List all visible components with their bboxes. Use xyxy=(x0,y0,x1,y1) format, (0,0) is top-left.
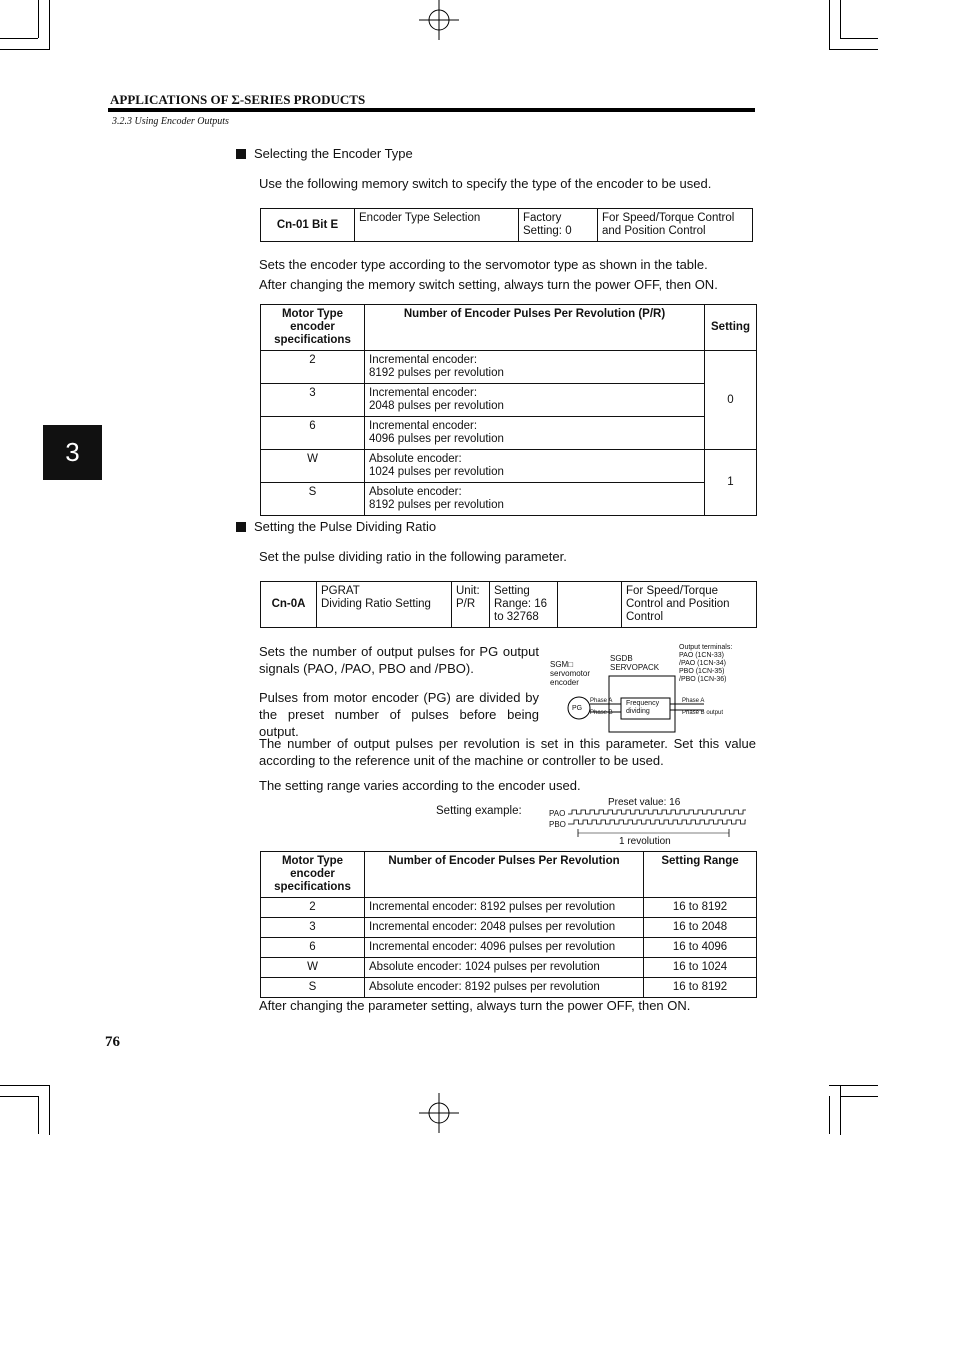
table-cell: 16 to 1024 xyxy=(644,958,757,978)
label-line: /PAO (1CN-34) xyxy=(679,660,726,667)
cell-line: to 32768 xyxy=(494,611,539,623)
label-line: /PBO (1CN-36) xyxy=(679,676,727,683)
diagram-label xyxy=(626,700,659,716)
section-heading xyxy=(236,518,436,535)
square-bullet-icon xyxy=(236,149,246,159)
cell-line: For Speed/Torque xyxy=(626,585,719,597)
factory-setting xyxy=(519,209,598,242)
paragraph: Sets the encoder type according to the servomotor type as shown in the table. xyxy=(259,257,708,272)
paragraph: The setting range varies according to the encoder used. xyxy=(259,778,581,793)
table-cell: 16 to 8192 xyxy=(644,898,757,918)
table-cell: 3 xyxy=(261,918,365,938)
cell-line: Range: 16 xyxy=(494,598,548,610)
paragraph: The number of output pulses per revolution is set in this parameter. Set this value according to the reference unit of the machine or controller to be used. xyxy=(259,736,756,768)
table-cell: Incremental encoder: 8192 pulses per revolution xyxy=(365,898,644,918)
crop-mark xyxy=(840,1096,878,1097)
cell-line: Absolute encoder: xyxy=(369,486,462,498)
cell-line: 8192 pulses per revolution xyxy=(369,499,504,511)
label-line: Output terminals: xyxy=(679,644,733,651)
diagram-label xyxy=(679,644,732,684)
label-line: SERVOPACK xyxy=(610,663,660,672)
table-cell: 16 to 4096 xyxy=(644,938,757,958)
pg-output-diagram xyxy=(548,644,758,736)
cell-line: 1024 pulses per revolution xyxy=(369,466,504,478)
page-number: 76 xyxy=(105,1034,120,1050)
crop-mark xyxy=(829,1096,830,1134)
crop-mark xyxy=(38,0,39,38)
column-header: Number of Encoder Pulses Per Revolution (P/R) xyxy=(365,305,705,351)
example-label: Setting example: xyxy=(436,805,522,817)
table-cell: 16 to 2048 xyxy=(644,918,757,938)
column-header: Motor Type encoder specifications xyxy=(261,852,365,898)
registration-mark xyxy=(419,1093,459,1133)
crop-mark xyxy=(840,0,841,38)
diagram-label xyxy=(610,654,659,672)
column-header: Motor Type encoder specifications xyxy=(261,305,365,351)
cell-line: Dividing Ratio Setting xyxy=(321,598,431,610)
cell-line: Unit: xyxy=(456,585,480,597)
table-cell: Absolute encoder: 1024 pulses per revolution xyxy=(365,958,644,978)
table-cell: 6 xyxy=(261,417,365,450)
table-cell: 6 xyxy=(261,938,365,958)
diagram-label: Phase B output xyxy=(682,710,724,716)
crop-mark xyxy=(829,49,878,50)
preset-label: Preset value: 16 xyxy=(608,797,681,808)
cell-line: Incremental encoder: xyxy=(369,420,478,432)
heading-text: Setting the Pulse Dividing Ratio xyxy=(254,519,437,534)
switch-description: Encoder Type Selection xyxy=(355,209,519,242)
diagram-label xyxy=(550,660,590,687)
cell-line: PGRAT xyxy=(321,585,360,597)
table-cell: Incremental encoder: 2048 pulses per revolution xyxy=(365,918,644,938)
cell-line: Setting xyxy=(494,585,530,597)
revolution-label: 1 revolution xyxy=(619,836,671,847)
cell-line: 2048 pulses per revolution xyxy=(369,400,504,412)
encoder-type-table xyxy=(260,304,757,516)
table-cell: 2 xyxy=(261,898,365,918)
table-cell xyxy=(365,417,705,450)
label-line: servomotor xyxy=(550,669,591,678)
factory-line: Factory xyxy=(523,212,562,224)
crop-mark xyxy=(840,38,878,39)
paragraph: Sets the number of output pulses for PG output signals (PAO, /PAO, PBO and /PBO). xyxy=(259,644,539,676)
cell-line: Control xyxy=(626,611,664,623)
memory-switch-table xyxy=(260,208,753,242)
paragraph: Use the following memory switch to specify the type of the encoder to be used. xyxy=(259,176,712,191)
paragraph: After changing the parameter setting, always turn the power OFF, then ON. xyxy=(259,998,691,1013)
square-bullet-icon xyxy=(236,522,246,532)
cell-line: Absolute encoder: xyxy=(369,453,462,465)
setting-range-table xyxy=(260,851,757,998)
label-line: SGDB xyxy=(610,654,633,663)
param-range xyxy=(490,582,558,628)
param-applies xyxy=(622,582,757,628)
table-cell xyxy=(365,384,705,417)
column-header: Setting Range xyxy=(644,852,757,898)
table-cell: W xyxy=(261,958,365,978)
diagram-label: Phase B xyxy=(590,710,613,716)
pulse-waveform xyxy=(568,808,750,838)
crop-mark xyxy=(0,49,50,50)
table-cell: Absolute encoder: 8192 pulses per revolution xyxy=(365,978,644,998)
column-header: Setting xyxy=(705,305,757,351)
table-cell: 3 xyxy=(261,384,365,417)
crop-mark xyxy=(49,0,50,50)
subsection-label: 3.2.3 Using Encoder Outputs xyxy=(112,116,229,127)
table-cell xyxy=(365,351,705,384)
parameter-table xyxy=(260,581,757,628)
crop-mark xyxy=(829,0,830,50)
paragraph: After changing the memory switch setting, always turn the power OFF, then ON. xyxy=(259,277,718,292)
setting-cell: 1 xyxy=(705,450,757,516)
table-cell: S xyxy=(261,483,365,516)
table-cell: 16 to 8192 xyxy=(644,978,757,998)
crop-mark xyxy=(840,1085,841,1135)
param-description xyxy=(317,582,452,628)
section-heading xyxy=(236,145,413,162)
switch-name: Cn-01 Bit E xyxy=(261,209,355,242)
label-line: SGM□ xyxy=(550,660,574,669)
empty-cell xyxy=(558,582,622,628)
crop-mark xyxy=(0,1085,50,1086)
cell-line: Incremental encoder: xyxy=(369,354,478,366)
param-name: Cn-0A xyxy=(261,582,317,628)
applies-line: and Position Control xyxy=(602,225,706,237)
paragraph: Set the pulse dividing ratio in the following parameter. xyxy=(259,549,567,564)
table-cell: 2 xyxy=(261,351,365,384)
crop-mark xyxy=(49,1085,50,1135)
diagram-label: Phase A xyxy=(682,698,705,704)
pg-label: PG xyxy=(572,705,583,712)
table-cell: S xyxy=(261,978,365,998)
chapter-tab: 3 xyxy=(43,425,102,480)
label-line: dividing xyxy=(626,708,650,715)
column-header: Number of Encoder Pulses Per Revolution xyxy=(365,852,644,898)
cell-line: 8192 pulses per revolution xyxy=(369,367,504,379)
crop-mark xyxy=(0,1096,38,1097)
header-rule xyxy=(108,108,755,112)
crop-mark xyxy=(0,38,38,39)
label-line: PBO (1CN-35) xyxy=(679,668,725,675)
applies-to xyxy=(598,209,753,242)
factory-line: Setting: 0 xyxy=(523,225,572,237)
table-cell: Incremental encoder: 4096 pulses per revolution xyxy=(365,938,644,958)
label-line: encoder xyxy=(550,678,579,687)
cell-line: Incremental encoder: xyxy=(369,387,478,399)
paragraph: Pulses from motor encoder (PG) are divided by the preset number of pulses before being output. xyxy=(259,690,539,739)
crop-mark xyxy=(38,1096,39,1134)
table-cell: W xyxy=(261,450,365,483)
pbo-label: PBO xyxy=(549,820,566,829)
running-header: APPLICATIONS OF Σ-SERIES PRODUCTS xyxy=(110,92,366,107)
crop-mark xyxy=(829,1085,878,1086)
diagram-label: Phase A xyxy=(590,698,613,704)
pao-label: PAO xyxy=(549,809,566,818)
registration-mark xyxy=(419,0,459,40)
cell-line: Control and Position xyxy=(626,598,730,610)
table-cell xyxy=(365,450,705,483)
label-line: Frequency xyxy=(626,700,660,707)
param-unit xyxy=(452,582,490,628)
label-line: PAO (1CN-33) xyxy=(679,652,724,659)
table-cell xyxy=(365,483,705,516)
setting-cell: 0 xyxy=(705,351,757,450)
cell-line: 4096 pulses per revolution xyxy=(369,433,504,445)
heading-text: Selecting the Encoder Type xyxy=(254,146,413,161)
cell-line: P/R xyxy=(456,598,476,610)
applies-line: For Speed/Torque Control xyxy=(602,212,735,224)
